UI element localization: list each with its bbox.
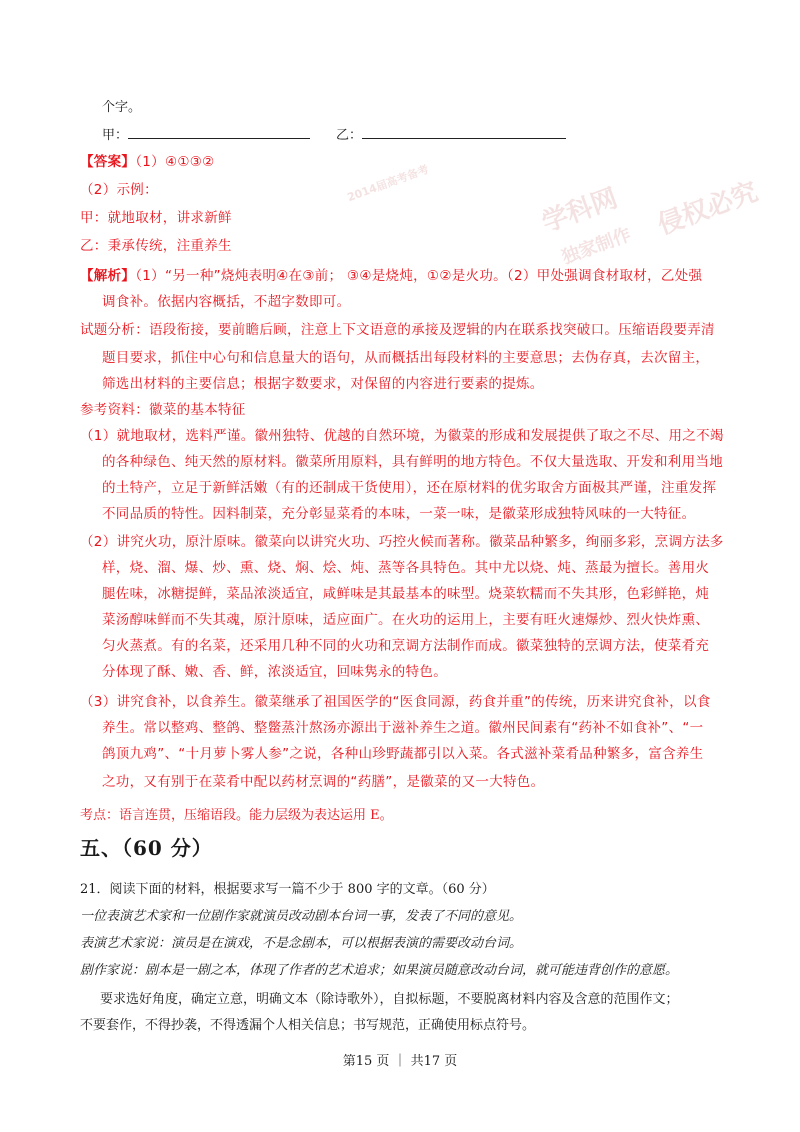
question-tail: 个字。 bbox=[102, 100, 142, 115]
reference-p1-line: 的土特产，立足于新鲜活嫩（有的还制成干货使用），还在原材料的优劣取舍方面极其严谨，注重发挥 bbox=[102, 480, 717, 496]
answer-blank-yi[interactable] bbox=[336, 124, 566, 143]
q21-material-2: 表演艺术家说：演员是在演戏，不是念剧本，可以根据表演的需要改动台词。 bbox=[80, 936, 523, 951]
reference-p2-line: 匀火蒸煮。有的名菜，还采用几种不同的火功和烹调方法制作而成。徽菜独特的烹调方法，使菜肴充 bbox=[102, 638, 710, 654]
reference-p1-line: （1）就地取材，选料严谨。徽州独特、优越的自然环境，为徽菜的形成和发展提供了取之不尽、用之不竭 bbox=[80, 428, 724, 444]
reference-p3-line: （3）讲究食补，以食养生。徽菜继承了祖国医学的“医食同源，药食并重”的传统，历来讲究食补，以食 bbox=[80, 694, 711, 710]
analysis-detail3: 筛选出材料的主要信息；根据字数要求，对保留的内容进行要素的提炼。 bbox=[102, 376, 544, 392]
q21-material-3: 剧作家说：剧本是一剧之本，体现了作者的艺术追求；如果演员随意改动台词，就可能违背创作的意愿。 bbox=[80, 963, 679, 978]
reference-title: 参考资料：徽菜的基本特征 bbox=[80, 402, 246, 418]
answer-tag: 【答案】 bbox=[80, 154, 136, 170]
yi-label: 乙： bbox=[336, 128, 363, 143]
answer-part1: （1）④①③② bbox=[135, 154, 215, 170]
analysis-tag: 【解析】 bbox=[80, 268, 136, 284]
analysis-text1: （1）“另一种”烧炖表明④在③前； ③④是烧炖，①②是火功。（2）甲处强调食材取材，乙处强 bbox=[135, 268, 703, 284]
analysis-line2: 调食补。依据内容概括，不超字数即可。 bbox=[102, 294, 351, 310]
watermark-exclusive: 独家制作 bbox=[559, 224, 634, 269]
reference-p2-line: （2）讲究火功，原汁原味。徽菜向以讲究火功、巧控火候而著称。徽菜品种繁多，绚丽多彩，烹调方法多 bbox=[80, 534, 724, 550]
watermark-logo: 学科网 bbox=[538, 183, 622, 239]
watermark-year: 2014届高考备考 bbox=[345, 162, 431, 205]
reference-p2-line: 分体现了酥、嫩、香、鲜，浓淡适宜，回味隽永的特色。 bbox=[102, 664, 447, 680]
q21-material-1: 一位表演艺术家和一位剧作家就演员改动剧本台词一事，发表了不同的意见。 bbox=[80, 909, 523, 924]
reference-p3-line: 鸽顶九鸡”、“十月萝卜雾人参”之说，各种山珍野蔬都引以入菜。各式滋补菜肴品种繁多，富含养生 bbox=[102, 746, 704, 762]
analysis-detail1: 试题分析：语段衔接，要前瞻后顾，注意上下文语意的承接及逻辑的内在联系找突破口。压缩语段要弄清 bbox=[80, 322, 715, 338]
section-title: 五、（60 分） bbox=[80, 836, 213, 860]
kaodian: 考点：语言连贯，压缩语段。能力层级为表达运用 E。 bbox=[80, 808, 393, 823]
q21-requirement-2: 不要套作，不得抄袭，不得透漏个人相关信息；书写规范，正确使用标点符号。 bbox=[80, 1018, 536, 1033]
watermark-slogan: 侵权必究 bbox=[653, 176, 762, 241]
answer-line bbox=[80, 150, 215, 170]
answer-yi: 乙：秉承传统，注重养生 bbox=[80, 238, 232, 254]
reference-p3-line: 养生。常以整鸡、整鸽、整鳖蒸汁熬汤亦源出于滋补养生之道。徽州民间素有“药补不如食补”、“一 bbox=[102, 720, 704, 736]
jia-label: 甲： bbox=[102, 128, 129, 143]
reference-p3-line: 之功，又有别于在菜肴中配以药材烹调的“药膳”，是徽菜的又一大特色。 bbox=[102, 774, 545, 790]
reference-p2-line: 样，烧、溜、爆、炒、熏、烧、焖、烩、炖、蒸等各具特色。其中尤以烧、炖、蒸最为擅长。善用火 bbox=[102, 560, 710, 576]
answer-jia: 甲：就地取材，讲求新鲜 bbox=[80, 210, 232, 226]
reference-p2-line: 腿佐味，冰糖提鲜，菜品浓淡适宜，咸鲜味是其最基本的味型。烧菜软糯而不失其形，色彩鲜艳，炖 bbox=[102, 586, 710, 602]
reference-p1-line: 的各种绿色、纯天然的原材料。徽菜所用原料，具有鲜明的地方特色。不仅大量选取、开发和利用当地 bbox=[102, 454, 723, 470]
reference-p1-line: 不同品质的特性。因料制菜，充分彰显菜肴的本味，一菜一味，是徽菜形成独特风味的一大特征。 bbox=[102, 506, 696, 522]
reference-p2-line: 菜汤醇味鲜而不失其魂，原汁原味，适应面广。在火功的运用上，主要有旺火速爆炒、烈火快炸熏、 bbox=[102, 612, 710, 628]
q21-requirement-1: 要求选好角度，确定立意，明确文本（除诗歌外），自拟标题，不要脱离材料内容及含意的范围作文； bbox=[100, 992, 679, 1007]
analysis-detail2: 题目要求，抓住中心句和信息量大的语句，从而概括出每段材料的主要意思；去伪存真，去次留主， bbox=[102, 350, 710, 366]
answer-blank-jia[interactable] bbox=[102, 124, 310, 143]
page-footer: 第15 页 ｜ 共17 页 bbox=[342, 1054, 458, 1069]
q21-prompt: 21．阅读下面的材料，根据要求写一篇不少于 800 字的文章。（60 分） bbox=[80, 882, 495, 897]
answer-part2-intro: （2）示例： bbox=[80, 182, 158, 198]
analysis-line1 bbox=[80, 264, 702, 284]
